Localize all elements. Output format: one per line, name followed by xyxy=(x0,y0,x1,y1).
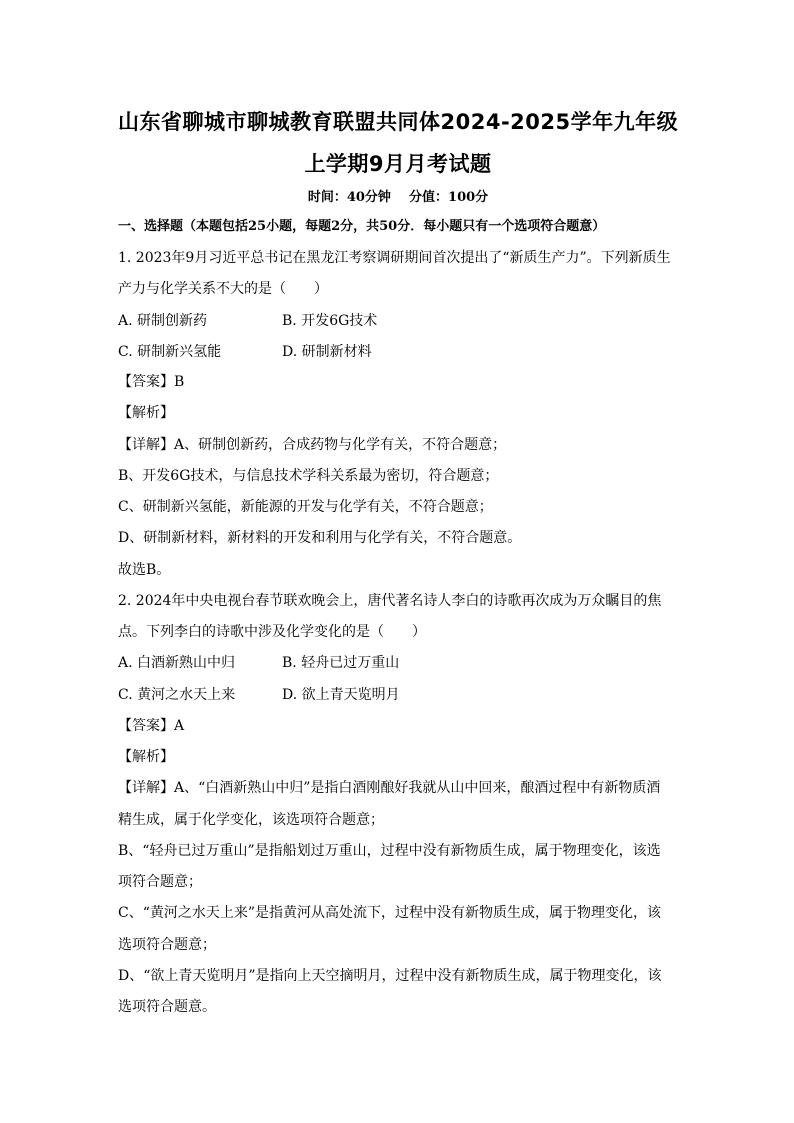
q2-option-a: A. 白酒新熟山中归 xyxy=(118,655,236,671)
q1-stem-line-1: 1. 2023年9月习近平总书记在黑龙江考察调研期间首次提出了“新质生产力”。下列新质生 xyxy=(118,250,671,266)
q2-analysis-label: 【解析】 xyxy=(118,749,174,765)
q2-stem-line-1: 2. 2024年中央电视台春节联欢晚会上，唐代著名诗人李白的诗歌再次成为万众瞩目的焦 xyxy=(118,593,662,609)
q1-analysis-label: 【解析】 xyxy=(118,405,174,421)
q2-option-c: C. 黄河之水天上来 xyxy=(118,687,236,703)
q2-detail-a-line-1: 【详解】A、“白酒新熟山中归”是指白酒刚酿好我就从山中回来，酿酒过程中有新物质酒 xyxy=(118,780,661,796)
q2-answer: 【答案】A xyxy=(118,718,185,734)
q1-stem-line-2: 产力与化学关系不大的是（ ） xyxy=(118,281,328,297)
q1-option-b: B. 开发6G技术 xyxy=(282,313,378,329)
exam-title-line-1: 山东省聊城市聊城教育联盟共同体2024-2025学年九年级 xyxy=(118,110,679,134)
q2-detail-c-line-2: 选项符合题意； xyxy=(118,937,216,953)
q2-option-d: D. 欲上青天览明月 xyxy=(282,687,400,703)
q2-detail-a-line-2: 精生成，属于化学变化，该选项符合题意； xyxy=(118,812,384,828)
q2-detail-b-line-2: 项符合题意； xyxy=(118,874,202,890)
q1-conclusion: 故选B。 xyxy=(118,562,171,578)
exam-meta: 时间：40分钟 分值：100分 xyxy=(307,190,489,205)
q1-detail-a: 【详解】A、研制创新药，合成药物与化学有关，不符合题意； xyxy=(118,437,507,453)
q1-option-a: A. 研制创新药 xyxy=(118,313,208,329)
q2-stem-line-2: 点。下列李白的诗歌中涉及化学变化的是（ ） xyxy=(118,624,426,640)
q2-detail-b-line-1: B、“轻舟已过万重山”是指船划过万重山，过程中没有新物质生成，属于物理变化，该选 xyxy=(118,843,661,859)
q1-detail-c: C、研制新兴氢能，新能源的开发与化学有关，不符合题意； xyxy=(118,499,493,515)
q1-answer: 【答案】B xyxy=(118,374,185,390)
q2-detail-d-line-2: 选项符合题意。 xyxy=(118,999,216,1015)
q1-option-c: C. 研制新兴氢能 xyxy=(118,344,222,360)
q2-detail-d-line-1: D、“欲上青天览明月”是指向上天空摘明月，过程中没有新物质生成，属于物理变化，该 xyxy=(118,968,662,984)
q1-option-d: D. 研制新材料 xyxy=(282,344,372,360)
section-heading: 一、选择题（本题包括25小题，每题2分，共50分．每小题只有一个选项符合题意） xyxy=(118,219,606,234)
q1-detail-d: D、研制新材料，新材料的开发和利用与化学有关，不符合题意。 xyxy=(118,530,522,546)
exam-title-line-2: 上学期9月月考试题 xyxy=(304,152,492,176)
q2-detail-c-line-1: C、“黄河之水天上来”是指黄河从高处流下，过程中没有新物质生成，属于物理变化，该 xyxy=(118,905,662,921)
q2-option-b: B. 轻舟已过万重山 xyxy=(282,655,400,671)
q1-detail-b: B、开发6G技术，与信息技术学科关系最为密切，符合题意； xyxy=(118,468,499,484)
